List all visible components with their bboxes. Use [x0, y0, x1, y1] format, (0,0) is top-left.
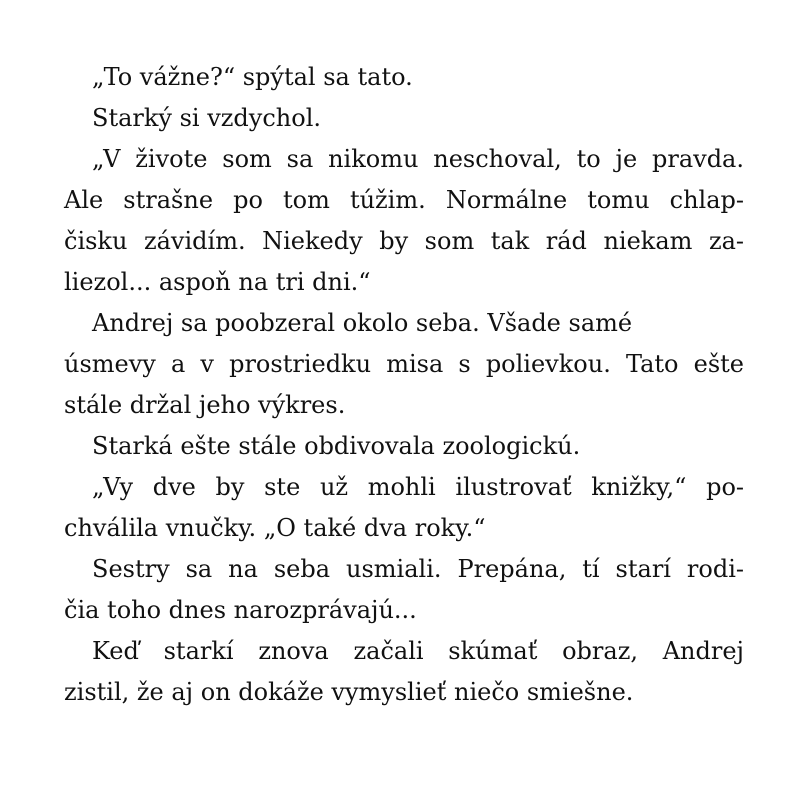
text-line: „Vy dve by ste už mohli ilustrovať knižky,“ po-: [92, 473, 744, 501]
text-line: „To vážne?“ spýtal sa tato.: [92, 63, 413, 91]
text-line: zistil, že aj on dokáže vymyslieť niečo smiešne.: [64, 678, 634, 706]
text-line: Sestry sa na seba usmiali. Prepána, tí starí rodi-: [92, 555, 744, 583]
text-line: stále držal jeho výkres.: [64, 391, 346, 419]
text-line: „V živote som sa nikomu neschoval, to je pravda.: [92, 145, 744, 173]
text-line: chválila vnučky. „O také dva roky.“: [64, 514, 486, 542]
text-line: úsmevy a v prostriedku misa s polievkou. Tato ešte: [64, 350, 744, 378]
text-line: Starká ešte stále obdivovala zoologickú.: [92, 432, 581, 460]
text-line: Andrej sa poobzeral okolo seba. Všade samé: [92, 309, 633, 337]
text-line: liezol... aspoň na tri dni.“: [64, 268, 371, 296]
text-line: Starký si vzdychol.: [92, 104, 321, 132]
body-text: [64, 57, 744, 713]
text-line: Ale strašne po tom túžim. Normálne tomu chlap-: [64, 186, 744, 214]
text-line: čia toho dnes narozprávajú...: [64, 596, 417, 624]
text-line: čisku závidím. Niekedy by som tak rád niekam za-: [64, 227, 744, 255]
text-line: Keď starkí znova začali skúmať obraz, Andrej: [92, 637, 744, 665]
